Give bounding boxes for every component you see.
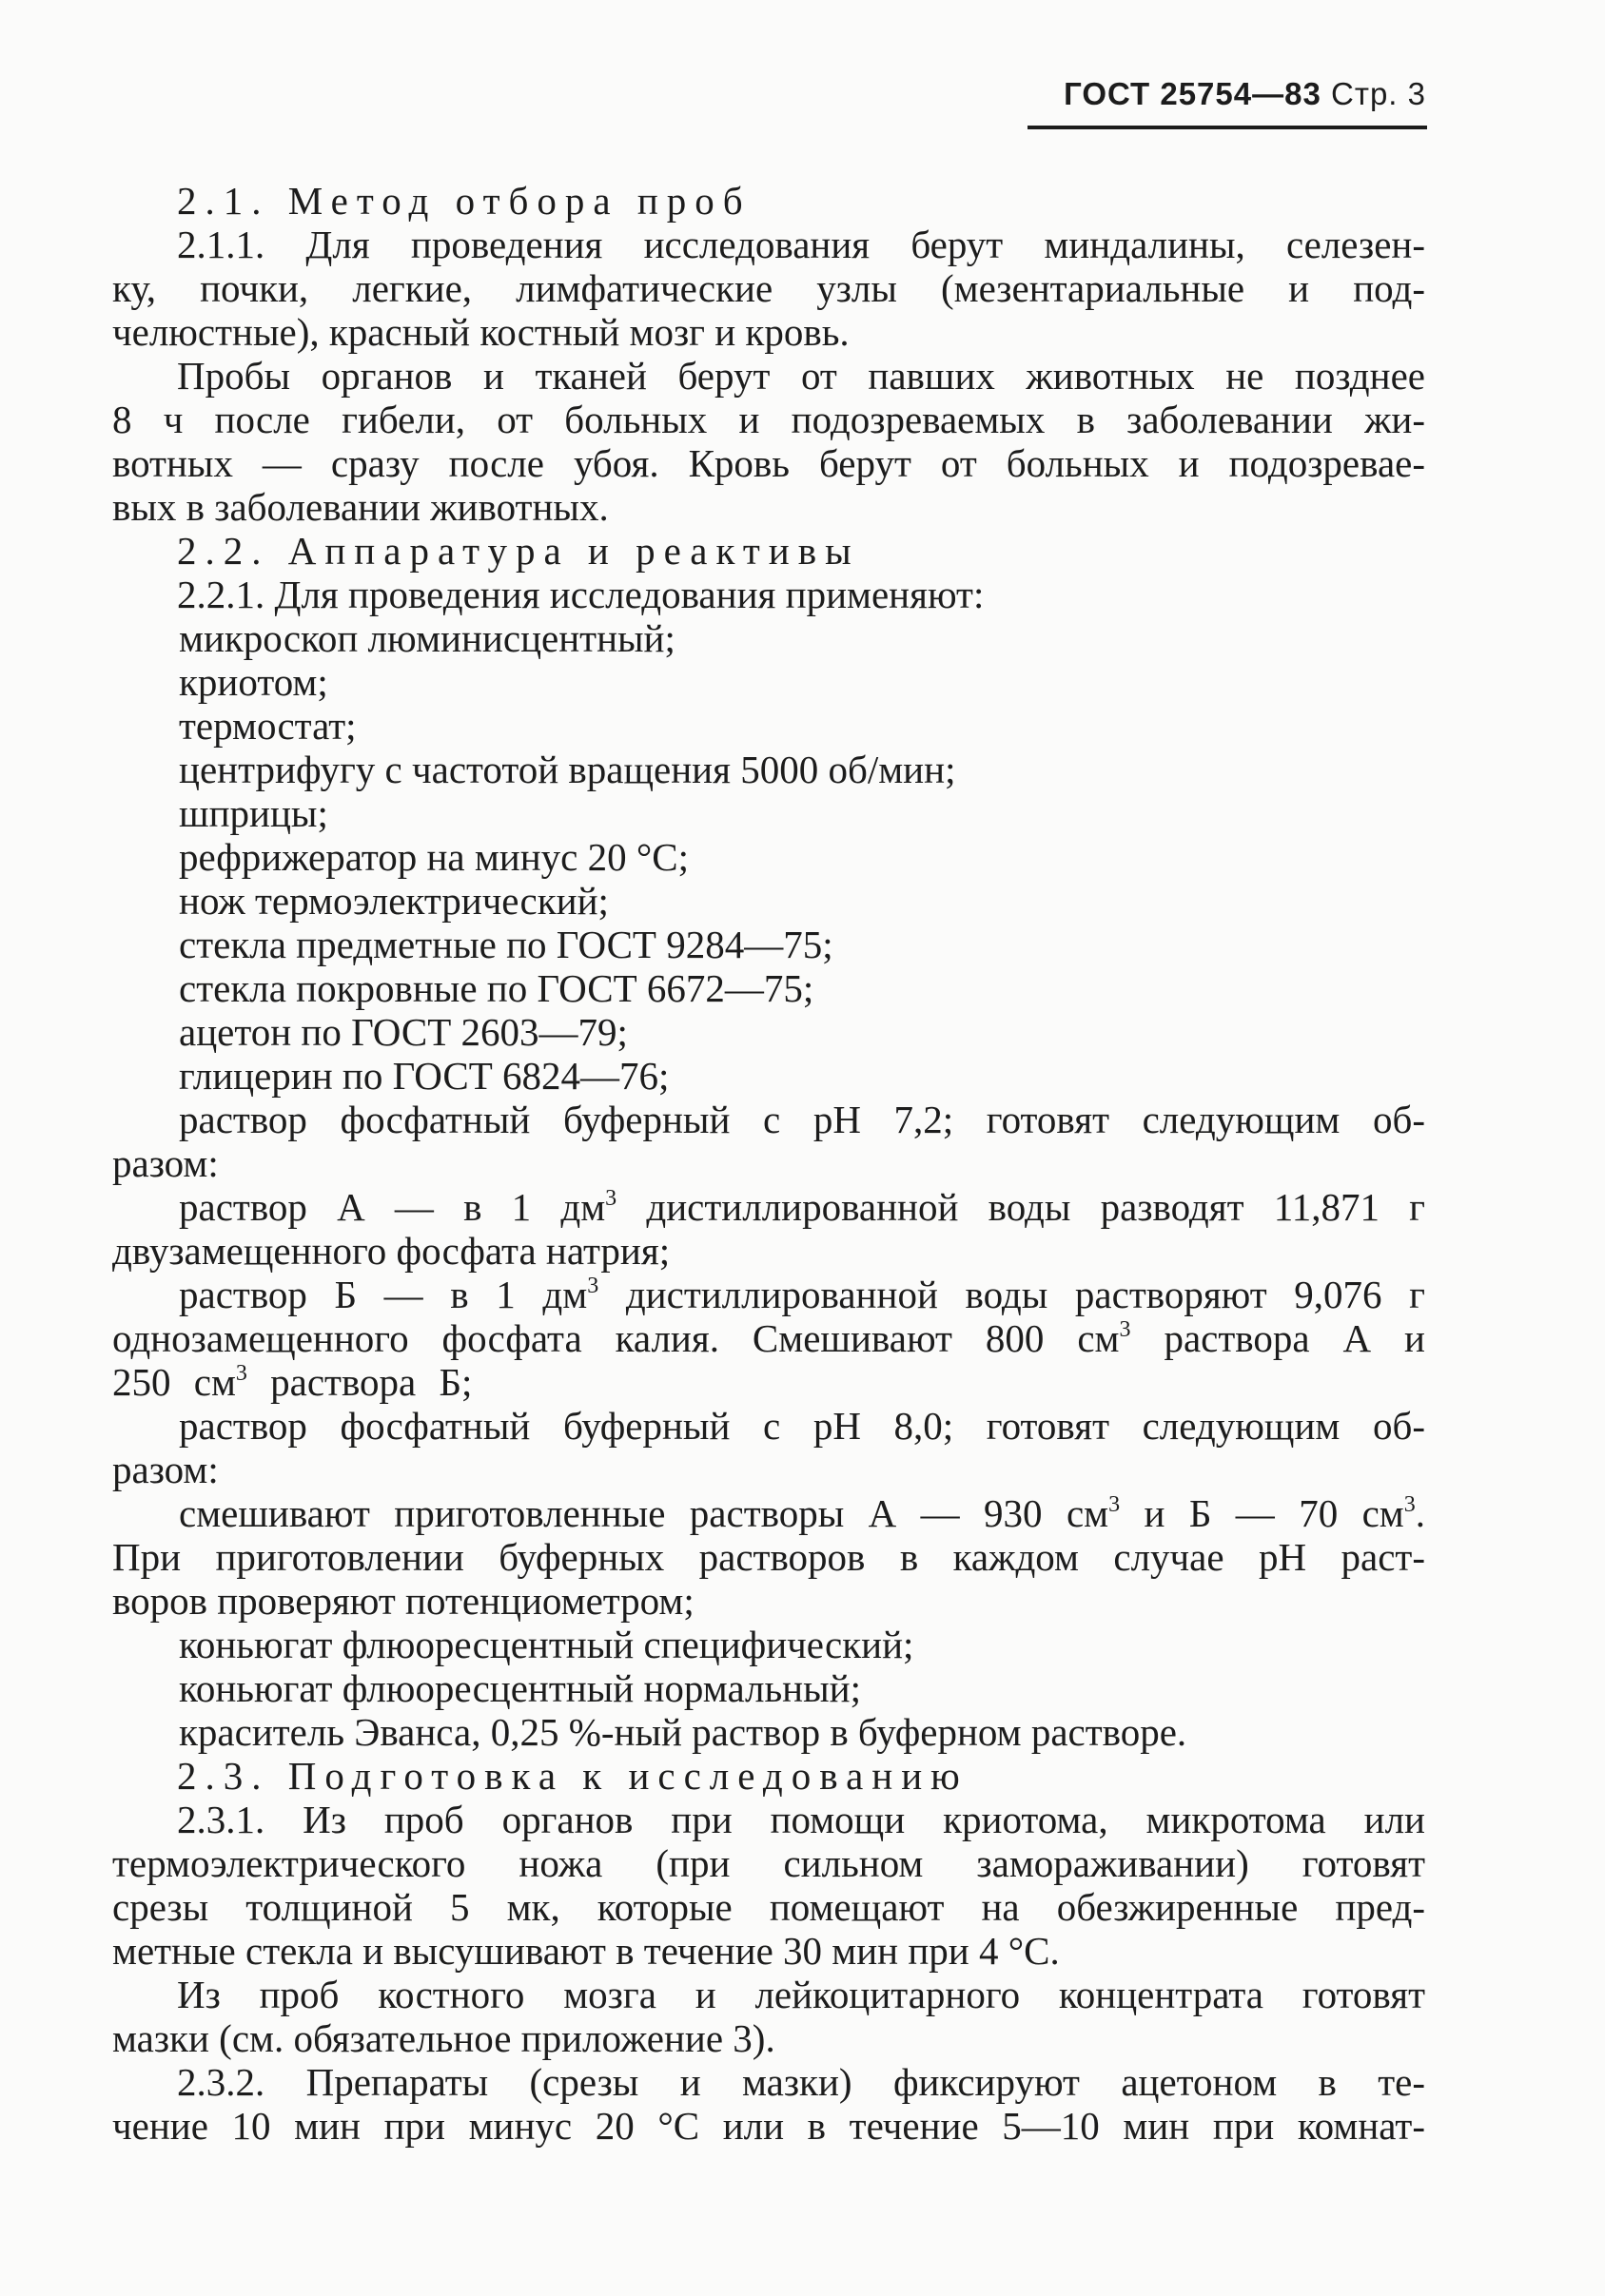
text-line: вотных — сразу после убоя. Кровь берут от больных и подозревае- <box>112 441 1425 485</box>
text-line: 2.3.2. Препараты (срезы и мазки) фиксируют ацетоном в те- <box>177 2060 1425 2104</box>
text-run: смешивают приготовленные растворы А — 930 см <box>179 1491 1109 1535</box>
text-line: ку, почки, легкие, лимфатические узлы (мезентариальные и под- <box>112 266 1425 310</box>
text-run: раствор А — в 1 дм <box>179 1185 606 1229</box>
text-line: 2.1.1. Для проведения исследования берут миндалины, селезен- <box>177 223 1425 266</box>
section-heading: 2.2. Аппаратура и реактивы <box>177 529 860 573</box>
text-line: чение 10 мин при минус 20 °С или в течение 5—10 мин при комнат- <box>112 2104 1425 2148</box>
text-line: разом: <box>112 1448 219 1491</box>
text-run: дистиллированной воды разводят 11,871 г <box>617 1185 1426 1229</box>
list-item: шприцы; <box>179 791 328 835</box>
list-item: раствор фосфатный буферный с рН 7,2; готовят следующим об- <box>179 1098 1425 1141</box>
list-item: термостат; <box>179 704 357 748</box>
superscript: 3 <box>1119 1317 1131 1342</box>
text-run: раствор Б — в 1 дм <box>179 1273 588 1316</box>
list-item: центрифугу с частотой вращения 5000 об/мин; <box>179 748 956 791</box>
superscript: 3 <box>1108 1492 1121 1517</box>
text-run: однозамещенного фосфата калия. Смешивают 800 см <box>112 1316 1120 1360</box>
list-item: криотом; <box>179 660 328 704</box>
text-line: 8 ч после гибели, от больных и подозреваемых в заболевании жи- <box>112 398 1425 441</box>
text-line <box>112 1491 1425 1535</box>
text-run: 250 см <box>112 1360 236 1404</box>
text-line: челюстные), красный костный мозг и кровь. <box>112 310 850 354</box>
text-line: вых в заболевании животных. <box>112 485 609 529</box>
text-line: воров проверяют потенциометром; <box>112 1579 695 1623</box>
document-body <box>112 179 1425 2148</box>
section-heading: 2.1. Метод отбора проб <box>177 179 752 223</box>
standard-number: ГОСТ 25754—83 <box>1064 76 1321 111</box>
text-run: раствора Б; <box>246 1360 473 1404</box>
text-line: двузамещенного фосфата натрия; <box>112 1229 671 1273</box>
text-run: и Б — 70 см <box>1120 1491 1404 1535</box>
text-run: раствора А и <box>1130 1316 1425 1360</box>
list-item: глицерин по ГОСТ 6824—76; <box>179 1054 670 1098</box>
superscript: 3 <box>605 1186 617 1211</box>
section-heading: 2.3. Подготовка к исследованию <box>177 1754 969 1798</box>
page-header <box>1064 76 1426 112</box>
text-run: дистиллированной воды растворяют 9,076 г <box>598 1273 1425 1316</box>
header-rule <box>1028 126 1427 129</box>
list-item: нож термоэлектрический; <box>179 879 609 923</box>
list-item: ацетон по ГОСТ 2603—79; <box>179 1010 628 1054</box>
superscript: 3 <box>235 1361 247 1386</box>
text-line: срезы толщиной 5 мк, которые помещают на обезжиренные пред- <box>112 1885 1425 1929</box>
text-line <box>112 1316 1425 1360</box>
list-item: рефрижератор на минус 20 °С; <box>179 835 690 879</box>
text-line: термоэлектрического ножа (при сильном замораживании) готовят <box>112 1841 1425 1885</box>
list-item: стекла покровные по ГОСТ 6672—75; <box>179 966 814 1010</box>
text-line <box>112 1360 1425 1404</box>
list-item: краситель Эванса, 0,25 %-ный раствор в буферном растворе. <box>179 1710 1187 1754</box>
list-item: коньюгат флюоресцентный специфический; <box>179 1623 914 1666</box>
list-item: микроскоп люминисцентный; <box>179 616 675 660</box>
superscript: 3 <box>1403 1492 1416 1517</box>
text-line: 2.3.1. Из проб органов при помощи криотома, микротома или <box>177 1798 1425 1841</box>
text-line: При приготовлении буферных растворов в каждом случае рН раст- <box>112 1535 1425 1579</box>
list-item: раствор фосфатный буферный с рН 8,0; готовят следующим об- <box>179 1404 1425 1448</box>
text-line: 2.2.1. Для проведения исследования применяют: <box>177 573 985 616</box>
text-line: Пробы органов и тканей берут от павших животных не позднее <box>177 354 1425 398</box>
text-line: мазки (см. обязательное приложение 3). <box>112 2016 775 2060</box>
text-line <box>112 1185 1425 1229</box>
page-number: Стр. 3 <box>1331 76 1426 111</box>
list-item: стекла предметные по ГОСТ 9284—75; <box>179 923 833 966</box>
superscript: 3 <box>587 1274 599 1298</box>
text-line <box>112 1273 1425 1316</box>
text-line: разом: <box>112 1141 219 1185</box>
list-item: коньюгат флюоресцентный нормальный; <box>179 1666 861 1710</box>
text-line: Из проб костного мозга и лейкоцитарного концентрата готовят <box>177 1973 1425 2016</box>
text-run: . <box>1415 1491 1425 1535</box>
text-line: метные стекла и высушивают в течение 30 мин при 4 °С. <box>112 1929 1060 1973</box>
